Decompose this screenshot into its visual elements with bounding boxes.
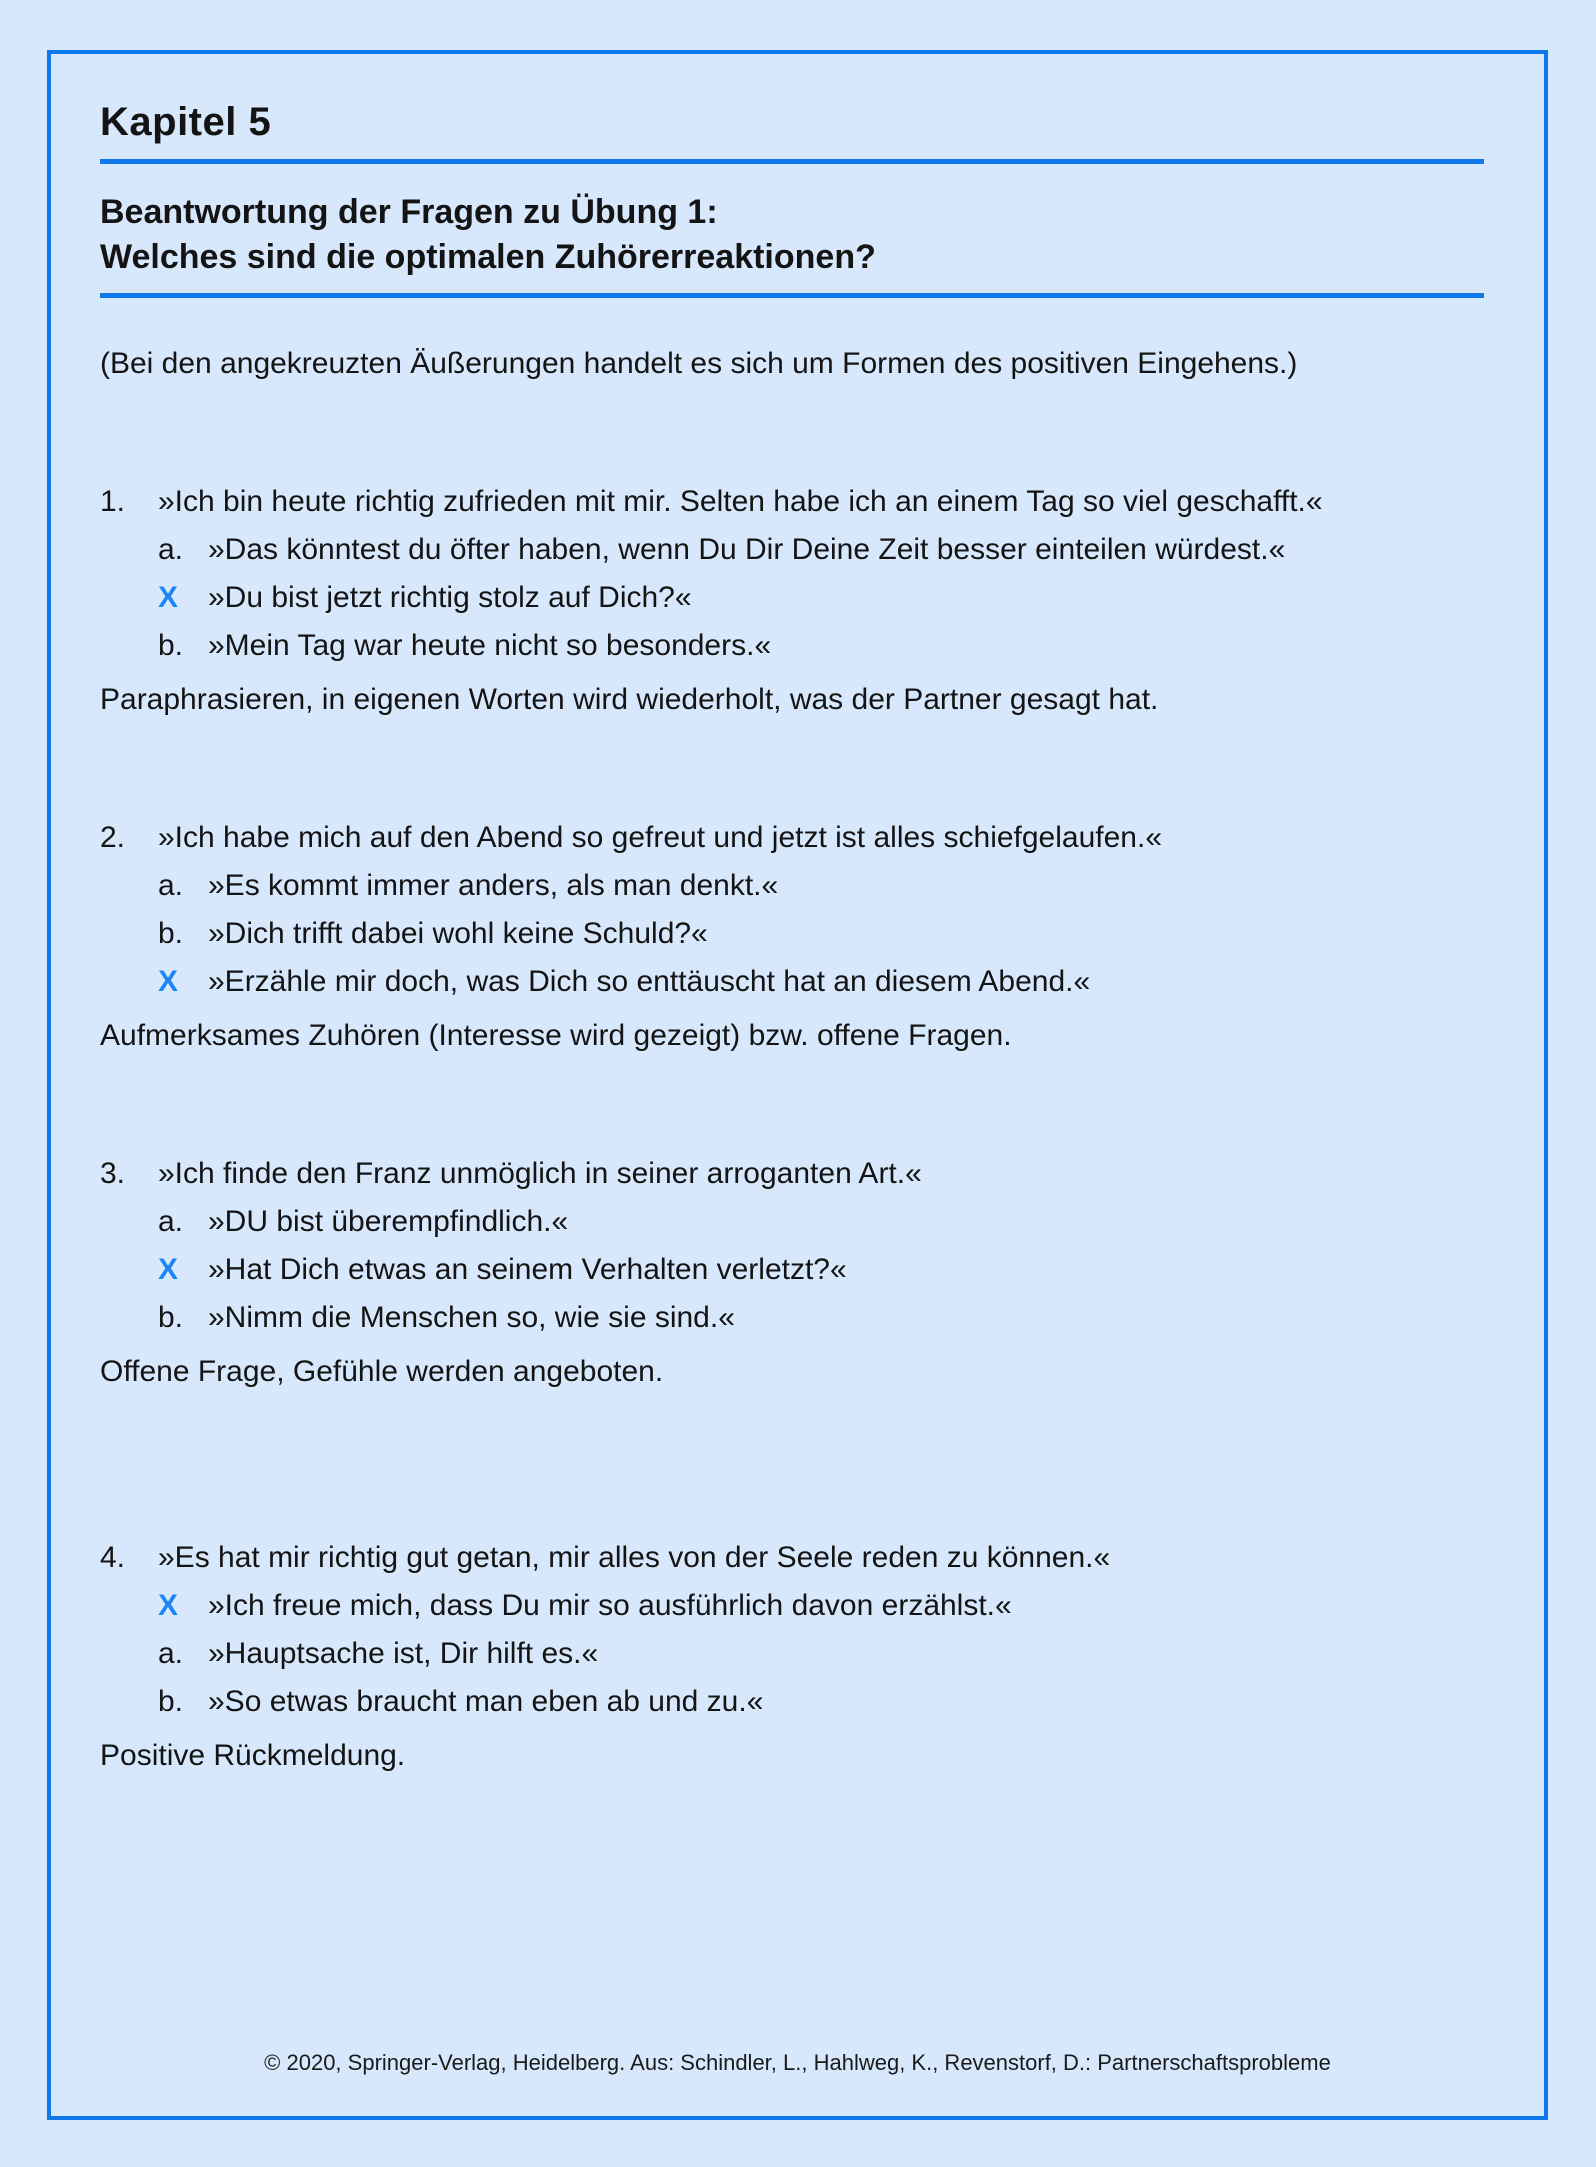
worksheet-title (100, 190, 1484, 280)
option-text: »So etwas braucht man eben ab und zu.« (208, 1685, 764, 1718)
copyright-footer: © 2020, Springer-Verlag, Heidelberg. Aus: Schindler, L., Hahlweg, K., Revenstorf, D.: Partnerschaftsprobleme (264, 2050, 1331, 2075)
option-label: b. (158, 917, 184, 950)
option-label-x-mark: X (158, 965, 179, 998)
option-row (100, 1203, 1484, 1241)
option-label: a. (158, 1205, 184, 1238)
option-label-x-mark: X (158, 1589, 179, 1622)
worksheet-title-line-1: Beantwortung der Fragen zu Übung 1: (100, 193, 718, 231)
option-row (100, 627, 1484, 665)
question-explanation: Positive Rückmeldung. (100, 1739, 406, 1772)
option-row (100, 1635, 1484, 1673)
question-prompt: »Es hat mir richtig gut getan, mir alles von der Seele reden zu können.« (158, 1541, 1111, 1574)
question-prompt: »Ich habe mich auf den Abend so gefreut und jetzt ist alles schiefgelaufen.« (158, 821, 1163, 854)
question-row (100, 483, 1484, 521)
option-row (100, 915, 1484, 953)
chapter-heading: Kapitel 5 (100, 100, 272, 144)
option-text: »Ich freue mich, dass Du mir so ausführlich davon erzählst.« (208, 1589, 1012, 1622)
option-label-x-mark: X (158, 581, 179, 614)
option-row (100, 531, 1484, 569)
question-row (100, 1155, 1484, 1193)
option-text: »Hat Dich etwas an seinem Verhalten verletzt?« (208, 1253, 847, 1286)
option-text: »Du bist jetzt richtig stolz auf Dich?« (208, 581, 692, 614)
option-text: »DU bist überempfindlich.« (208, 1205, 569, 1238)
option-row (100, 1299, 1484, 1337)
question-block-4 (100, 1539, 1484, 1775)
question-row (100, 1539, 1484, 1577)
question-explanation: Paraphrasieren, in eigenen Worten wird wiederholt, was der Partner gesagt hat. (100, 683, 1159, 716)
page-border-frame (47, 50, 1548, 2120)
question-prompt: »Ich finde den Franz unmöglich in seiner arroganten Art.« (158, 1157, 922, 1190)
option-label: b. (158, 1685, 184, 1718)
question-block-3 (100, 1155, 1484, 1391)
option-text: »Mein Tag war heute nicht so besonders.« (208, 629, 772, 662)
question-explanation: Aufmerksames Zuhören (Interesse wird gezeigt) bzw. offene Fragen. (100, 1019, 1012, 1052)
option-row (100, 579, 1484, 617)
question-number: 2. (100, 821, 126, 854)
question-number: 3. (100, 1157, 126, 1190)
worksheet-title-line-2: Welches sind die optimalen Zuhörerreaktionen? (100, 238, 876, 276)
option-text: »Nimm die Menschen so, wie sie sind.« (208, 1301, 735, 1334)
option-row (100, 867, 1484, 905)
question-block-1 (100, 483, 1484, 719)
heading-rule-bottom (100, 293, 1484, 298)
question-prompt: »Ich bin heute richtig zufrieden mit mir. Selten habe ich an einem Tag so viel geschafft.« (158, 485, 1323, 518)
question-number: 1. (100, 485, 126, 518)
option-row (100, 1683, 1484, 1721)
question-number: 4. (100, 1541, 126, 1574)
option-label: a. (158, 869, 184, 902)
option-label: b. (158, 1301, 184, 1334)
question-row (100, 819, 1484, 857)
heading-rule-top (100, 159, 1484, 164)
option-text: »Erzähle mir doch, was Dich so enttäuscht hat an diesem Abend.« (208, 965, 1091, 998)
option-text: »Hauptsache ist, Dir hilft es.« (208, 1637, 599, 1670)
question-explanation: Offene Frage, Gefühle werden angeboten. (100, 1355, 664, 1388)
intro-note: (Bei den angekreuzten Äußerungen handelt es sich um Formen des positiven Eingehens.) (100, 347, 1298, 380)
option-row (100, 1587, 1484, 1625)
option-label-x-mark: X (158, 1253, 179, 1286)
option-label: a. (158, 533, 184, 566)
option-row (100, 963, 1484, 1001)
option-label: a. (158, 1637, 184, 1670)
option-text: »Das könntest du öfter haben, wenn Du Dir Deine Zeit besser einteilen würdest.« (208, 533, 1286, 566)
option-text: »Dich trifft dabei wohl keine Schuld?« (208, 917, 708, 950)
option-label: b. (158, 629, 184, 662)
question-block-2 (100, 819, 1484, 1055)
option-row (100, 1251, 1484, 1289)
option-text: »Es kommt immer anders, als man denkt.« (208, 869, 779, 902)
